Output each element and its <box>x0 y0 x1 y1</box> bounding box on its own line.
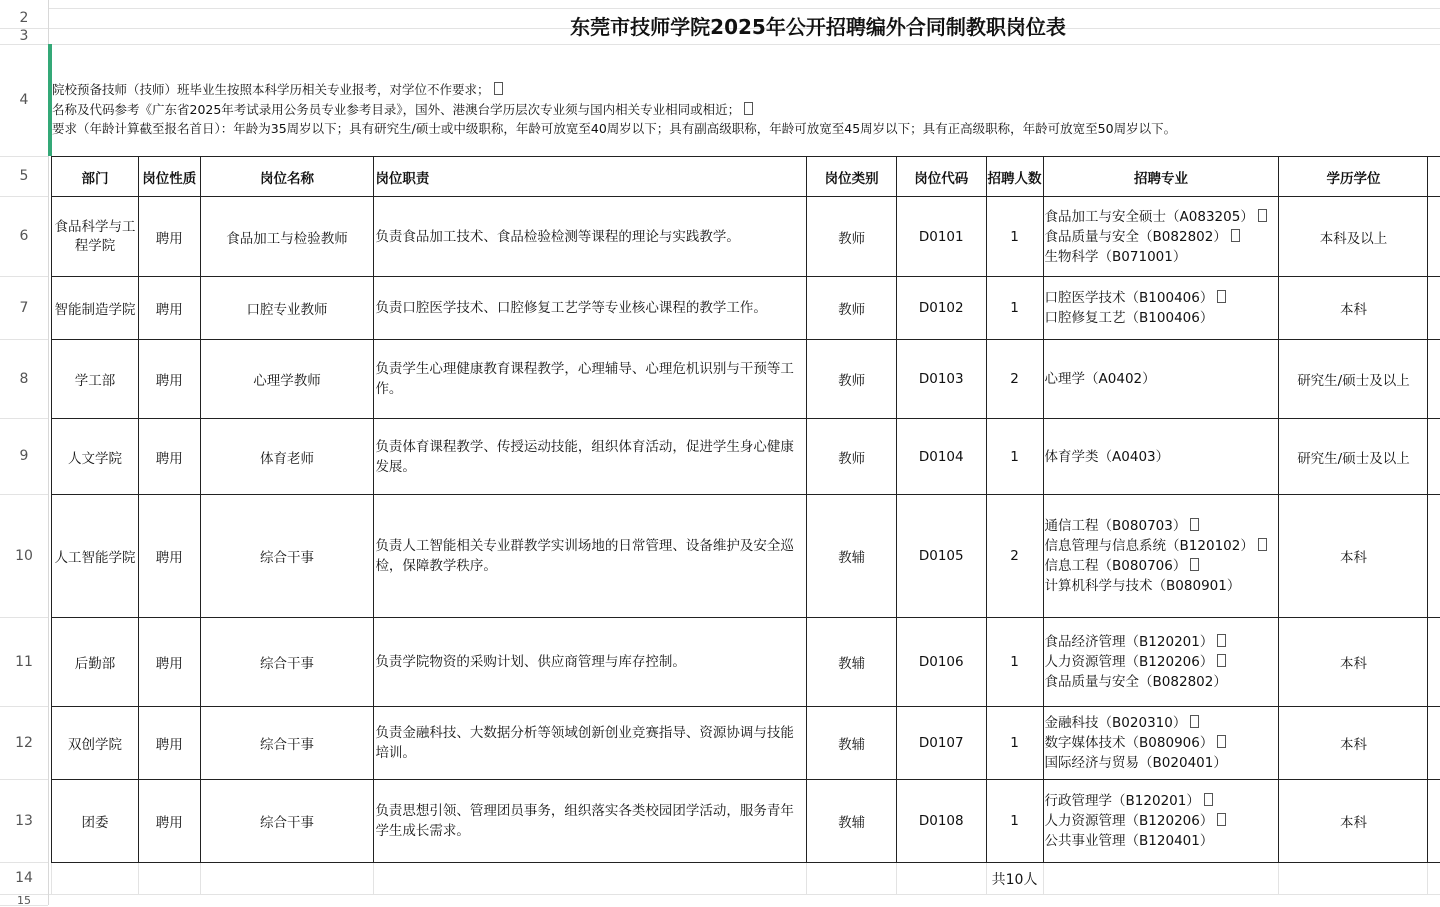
name-cell[interactable]: 体育老师 <box>200 419 374 495</box>
line-break-glyph-icon <box>1258 538 1267 551</box>
row-number[interactable]: 10 <box>0 494 48 618</box>
row-number[interactable]: 14 <box>0 862 48 895</box>
duty-cell[interactable]: 负责学院物资的采购计划、供应商管理与库存控制。 <box>374 618 807 707</box>
category-cell[interactable]: 教辅 <box>807 495 896 618</box>
empty-cell[interactable] <box>807 863 896 895</box>
row-number[interactable]: 13 <box>0 779 48 863</box>
empty-cell[interactable] <box>896 863 986 895</box>
line-break-glyph-icon <box>1217 813 1226 826</box>
line-break-glyph-icon <box>1231 229 1240 242</box>
empty-cell[interactable] <box>1428 780 1440 863</box>
header-dept[interactable]: 部门 <box>52 157 139 197</box>
count-cell[interactable]: 1 <box>986 197 1043 277</box>
duty-cell[interactable]: 负责思想引领、管理团员事务，组织落实各类校园团学活动，服务青年学生成长需求。 <box>374 780 807 863</box>
code-cell[interactable]: D0105 <box>896 495 986 618</box>
row-number[interactable]: 6 <box>0 196 48 277</box>
category-cell[interactable]: 教师 <box>807 340 896 419</box>
row-number[interactable]: 4 <box>0 44 48 157</box>
table-row <box>52 495 1440 618</box>
notes-cell[interactable] <box>52 80 1176 139</box>
degree-cell[interactable]: 本科及以上 <box>1279 197 1428 277</box>
header-degree[interactable]: 学历学位 <box>1279 157 1428 197</box>
duty-cell[interactable]: 负责口腔医学技术、口腔修复工艺学等专业核心课程的教学工作。 <box>374 277 807 340</box>
count-cell[interactable]: 2 <box>986 495 1043 618</box>
table-row <box>52 780 1440 863</box>
note-line: 要求（年龄计算截至报名首日）：年龄为35周岁以下；具有研究生/硕士或中级职称，年龄可放宽至40周岁以下；具有副高级职称，年龄可放宽至45周岁以下；具有正高级职称，年龄可放宽至50周岁以下。 <box>52 119 1176 139</box>
empty-cell[interactable] <box>1428 495 1440 618</box>
table-row <box>52 277 1440 340</box>
nature-cell[interactable]: 聘用 <box>138 419 200 495</box>
header-row <box>52 157 1440 197</box>
count-cell[interactable]: 1 <box>986 618 1043 707</box>
code-cell[interactable]: D0103 <box>896 340 986 419</box>
table-row <box>52 340 1440 419</box>
dept-cell[interactable]: 智能制造学院 <box>52 277 139 340</box>
degree-cell[interactable]: 本科 <box>1279 495 1428 618</box>
table-row <box>52 419 1440 495</box>
empty-cell[interactable] <box>1428 277 1440 340</box>
row-number[interactable]: 15 <box>0 894 48 906</box>
empty-cell[interactable] <box>1428 419 1440 495</box>
code-cell[interactable]: D0102 <box>896 277 986 340</box>
category-cell[interactable]: 教师 <box>807 277 896 340</box>
dept-cell[interactable]: 人文学院 <box>52 419 139 495</box>
empty-cell[interactable] <box>1428 707 1440 780</box>
row-number[interactable]: 5 <box>0 156 48 197</box>
nature-cell[interactable]: 聘用 <box>138 340 200 419</box>
count-cell[interactable]: 1 <box>986 277 1043 340</box>
category-cell[interactable]: 教师 <box>807 197 896 277</box>
name-cell[interactable]: 口腔专业教师 <box>200 277 374 340</box>
dept-cell[interactable]: 双创学院 <box>52 707 139 780</box>
name-cell[interactable]: 心理学教师 <box>200 340 374 419</box>
positions-table[interactable] <box>51 156 1440 895</box>
duty-cell[interactable]: 负责食品加工技术、食品检验检测等课程的理论与实践教学。 <box>374 197 807 277</box>
line-break-glyph-icon <box>1190 518 1199 531</box>
empty-cell[interactable] <box>1043 863 1279 895</box>
total-count-cell[interactable]: 共10人 <box>986 863 1043 895</box>
major-cell[interactable]: 口腔医学技术（B100406） 口腔修复工艺（B100406） <box>1043 277 1279 340</box>
sheet-title[interactable]: 东莞市技师学院2025年公开招聘编外合同制教职岗位表 <box>48 10 1440 44</box>
nature-cell[interactable]: 聘用 <box>138 495 200 618</box>
major-cell[interactable]: 金融科技（B020310） 数字媒体技术（B080906） 国际经济与贸易（B020401） <box>1043 707 1279 780</box>
line-break-glyph-icon <box>1204 793 1213 806</box>
dept-cell[interactable]: 团委 <box>52 780 139 863</box>
duty-cell[interactable]: 负责金融科技、大数据分析等领域创新创业竞赛指导、资源协调与技能培训。 <box>374 707 807 780</box>
nature-cell[interactable]: 聘用 <box>138 277 200 340</box>
header-code[interactable]: 岗位代码 <box>896 157 986 197</box>
table-row <box>52 707 1440 780</box>
count-cell[interactable]: 2 <box>986 340 1043 419</box>
duty-cell[interactable]: 负责体育课程教学、传授运动技能，组织体育活动，促进学生身心健康发展。 <box>374 419 807 495</box>
name-cell[interactable]: 综合干事 <box>200 495 374 618</box>
empty-cell[interactable] <box>1279 863 1428 895</box>
nature-cell[interactable]: 聘用 <box>138 618 200 707</box>
degree-cell[interactable]: 本科 <box>1279 618 1428 707</box>
count-cell[interactable]: 1 <box>986 707 1043 780</box>
empty-cell[interactable] <box>1428 863 1440 895</box>
line-break-glyph-icon <box>1190 558 1199 571</box>
line-break-glyph-icon <box>1217 735 1226 748</box>
empty-cell[interactable] <box>1428 340 1440 419</box>
line-break-glyph-icon <box>494 82 503 95</box>
gridline <box>48 44 1440 45</box>
name-cell[interactable]: 综合干事 <box>200 780 374 863</box>
row-number[interactable]: 7 <box>0 276 48 340</box>
header-duty[interactable]: 岗位职责 <box>374 157 807 197</box>
major-cell[interactable]: 体育学类（A0403） <box>1043 419 1279 495</box>
duty-cell[interactable]: 负责人工智能相关专业群教学实训场地的日常管理、设备维护及安全巡检，保障教学秩序。 <box>374 495 807 618</box>
table-row <box>52 197 1440 277</box>
empty-cell[interactable] <box>138 863 200 895</box>
line-break-glyph-icon <box>1258 209 1267 222</box>
code-cell[interactable]: D0104 <box>896 419 986 495</box>
dept-cell[interactable]: 人工智能学院 <box>52 495 139 618</box>
note-line: 院校预备技师（技师）班毕业生按照本科学历相关专业报考，对学位不作要求； <box>52 80 1176 100</box>
count-cell[interactable]: 1 <box>986 780 1043 863</box>
gridline <box>48 8 1440 9</box>
major-cell[interactable]: 食品经济管理（B120201） 人力资源管理（B120206） 食品质量与安全（B082802） <box>1043 618 1279 707</box>
line-break-glyph-icon <box>1217 654 1226 667</box>
category-cell[interactable]: 教辅 <box>807 618 896 707</box>
degree-cell[interactable]: 研究生/硕士及以上 <box>1279 340 1428 419</box>
line-break-glyph-icon <box>1217 634 1226 647</box>
empty-cell[interactable] <box>1428 157 1440 197</box>
header-name[interactable]: 岗位名称 <box>200 157 374 197</box>
degree-cell[interactable]: 本科 <box>1279 780 1428 863</box>
line-break-glyph-icon <box>1190 715 1199 728</box>
header-nature[interactable]: 岗位性质 <box>138 157 200 197</box>
code-cell[interactable]: D0108 <box>896 780 986 863</box>
nature-cell[interactable]: 聘用 <box>138 707 200 780</box>
row-number[interactable]: 11 <box>0 617 48 707</box>
row-number[interactable]: 3 <box>0 28 48 45</box>
name-cell[interactable]: 食品加工与检验教师 <box>200 197 374 277</box>
header-major[interactable]: 招聘专业 <box>1043 157 1279 197</box>
code-cell[interactable]: D0107 <box>896 707 986 780</box>
category-cell[interactable]: 教辅 <box>807 780 896 863</box>
name-cell[interactable]: 综合干事 <box>200 707 374 780</box>
dept-cell[interactable]: 学工部 <box>52 340 139 419</box>
major-cell[interactable]: 心理学（A0402） <box>1043 340 1279 419</box>
degree-cell[interactable]: 本科 <box>1279 277 1428 340</box>
nature-cell[interactable]: 聘用 <box>138 197 200 277</box>
major-cell[interactable]: 食品加工与安全硕士（A083205） 食品质量与安全（B082802） 生物科学（B071001） <box>1043 197 1279 277</box>
code-cell[interactable]: D0106 <box>896 618 986 707</box>
header-category[interactable]: 岗位类别 <box>807 157 896 197</box>
degree-cell[interactable]: 研究生/硕士及以上 <box>1279 419 1428 495</box>
dept-cell[interactable]: 后勤部 <box>52 618 139 707</box>
table-row <box>52 618 1440 707</box>
row-number[interactable]: 9 <box>0 418 48 495</box>
major-cell[interactable]: 通信工程（B080703） 信息管理与信息系统（B120102） 信息工程（B080706） 计算机科学与技术（B080901） <box>1043 495 1279 618</box>
major-cell[interactable]: 行政管理学（B120201） 人力资源管理（B120206） 公共事业管理（B120401） <box>1043 780 1279 863</box>
header-count[interactable]: 招聘人数 <box>986 157 1043 197</box>
degree-cell[interactable]: 本科 <box>1279 707 1428 780</box>
row-number[interactable]: 12 <box>0 706 48 780</box>
category-cell[interactable]: 教辅 <box>807 707 896 780</box>
count-cell[interactable]: 1 <box>986 419 1043 495</box>
category-cell[interactable]: 教师 <box>807 419 896 495</box>
total-row <box>52 863 1440 895</box>
note-line: 名称及代码参考《广东省2025年考试录用公务员专业参考目录》，国外、港澳台学历层次专业须与国内相关专业相同或相近； <box>52 100 1176 120</box>
dept-cell[interactable]: 食品科学与工程学院 <box>52 197 139 277</box>
name-cell[interactable]: 综合干事 <box>200 618 374 707</box>
line-break-glyph-icon <box>1217 290 1226 303</box>
row-number[interactable]: 8 <box>0 339 48 419</box>
duty-cell[interactable]: 负责学生心理健康教育课程教学，心理辅导、心理危机识别与干预等工作。 <box>374 340 807 419</box>
empty-cell[interactable] <box>374 863 807 895</box>
empty-cell[interactable] <box>200 863 374 895</box>
line-break-glyph-icon <box>744 102 753 115</box>
empty-cell[interactable] <box>1428 618 1440 707</box>
empty-cell[interactable] <box>52 863 139 895</box>
row-number[interactable]: 2 <box>0 8 48 29</box>
empty-cell[interactable] <box>1428 197 1440 277</box>
code-cell[interactable]: D0101 <box>896 197 986 277</box>
nature-cell[interactable]: 聘用 <box>138 780 200 863</box>
